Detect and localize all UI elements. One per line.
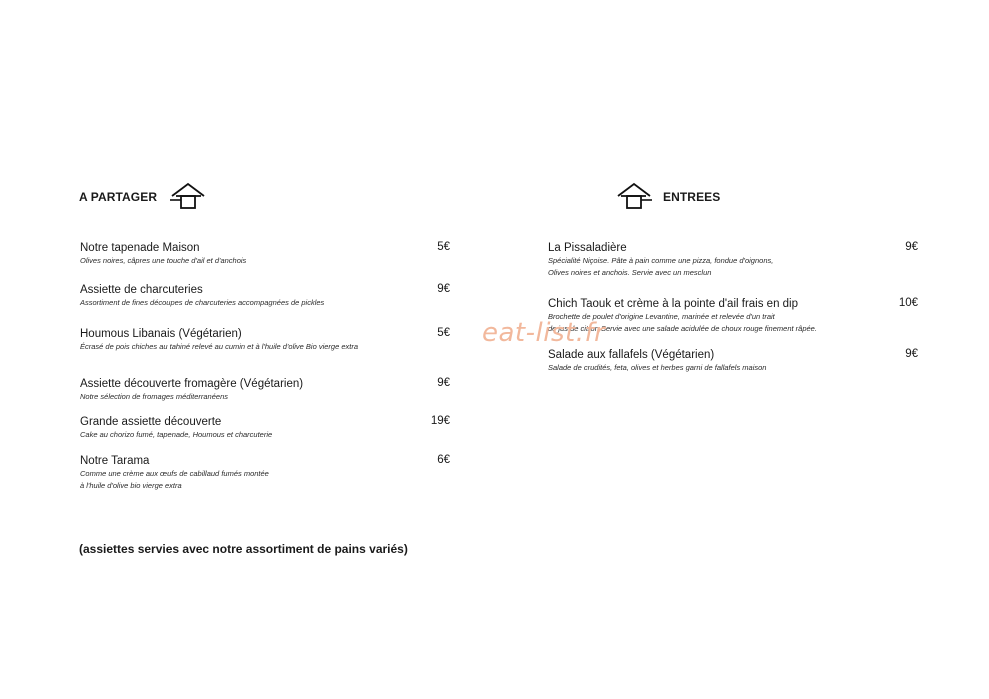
house-icon: [616, 181, 652, 211]
menu-item: [80, 327, 450, 353]
item-price: 6€: [437, 454, 450, 466]
item-desc: Olives noires, câpres une touche d'ail et d'anchois: [80, 256, 247, 265]
item-price: 5€: [437, 327, 450, 339]
item-name: Assiette découverte fromagère (Végétarien): [80, 378, 304, 390]
house-icon: [170, 181, 206, 211]
watermark: eat-list.fr: [482, 318, 606, 348]
item-name: Salade aux fallafels (Végétarien): [548, 349, 715, 361]
menu-item: [80, 377, 450, 403]
menu-item: [548, 348, 918, 374]
item-name: Notre Tarama: [80, 455, 150, 467]
item-desc: Assortiment de fines découpes de charcuteries accompagnées de pickles: [80, 298, 325, 307]
item-desc: Écrasé de pois chiches au tahiné relevé au cumin et à l'huile d'olive Bio vierge extra: [80, 342, 359, 351]
item-desc: Cake au chorizo fumé, tapenade, Houmous et charcuterie: [80, 430, 273, 439]
item-name: Houmous Libanais (Végétarien): [80, 328, 242, 340]
item-name: Notre tapenade Maison: [80, 242, 200, 254]
item-price: 9€: [905, 348, 918, 360]
item-price: 9€: [905, 241, 918, 253]
item-desc: Salade de crudités, feta, olives et herbes garni de fallafels maison: [548, 363, 767, 372]
item-desc: de jus de citron Servie avec une salade acidulée de choux rouge finement râpée.: [548, 324, 817, 333]
item-price: 5€: [437, 241, 450, 253]
bread-note: (assiettes servies avec notre assortiment de pains variés): [79, 542, 408, 556]
item-price: 9€: [437, 283, 450, 295]
menu-item: [80, 241, 450, 267]
item-desc: Notre sélection de fromages méditerranéens: [80, 392, 228, 401]
section-title-entrees: ENTREES: [663, 190, 721, 204]
item-desc: Olives noires et anchois. Servie avec un mesclun: [548, 268, 712, 277]
item-name: Assiette de charcuteries: [80, 284, 203, 296]
item-price: 10€: [898, 297, 918, 309]
item-name: La Pissaladière: [548, 242, 627, 254]
item-desc: à l'huile d'olive bio vierge extra: [80, 481, 182, 490]
item-price: 19€: [430, 415, 450, 427]
menu-item: [80, 415, 450, 441]
item-name: Chich Taouk et crème à la pointe d'ail frais en dip: [548, 298, 799, 310]
menu-item: [80, 454, 450, 492]
item-desc: Spécialité Niçoise. Pâte à pain comme une pizza, fondue d'oignons,: [548, 256, 774, 265]
menu-item: [80, 283, 450, 309]
menu-item: [548, 241, 918, 279]
section-title-a-partager: A PARTAGER: [79, 190, 158, 204]
item-price: 9€: [437, 377, 450, 389]
item-name: Grande assiette découverte: [80, 416, 222, 428]
item-desc: Comme une crème aux œufs de cabillaud fumés montée: [80, 469, 269, 478]
item-desc: Brochette de poulet d'origine Levantine, marinée et relevée d'un trait: [548, 312, 775, 321]
